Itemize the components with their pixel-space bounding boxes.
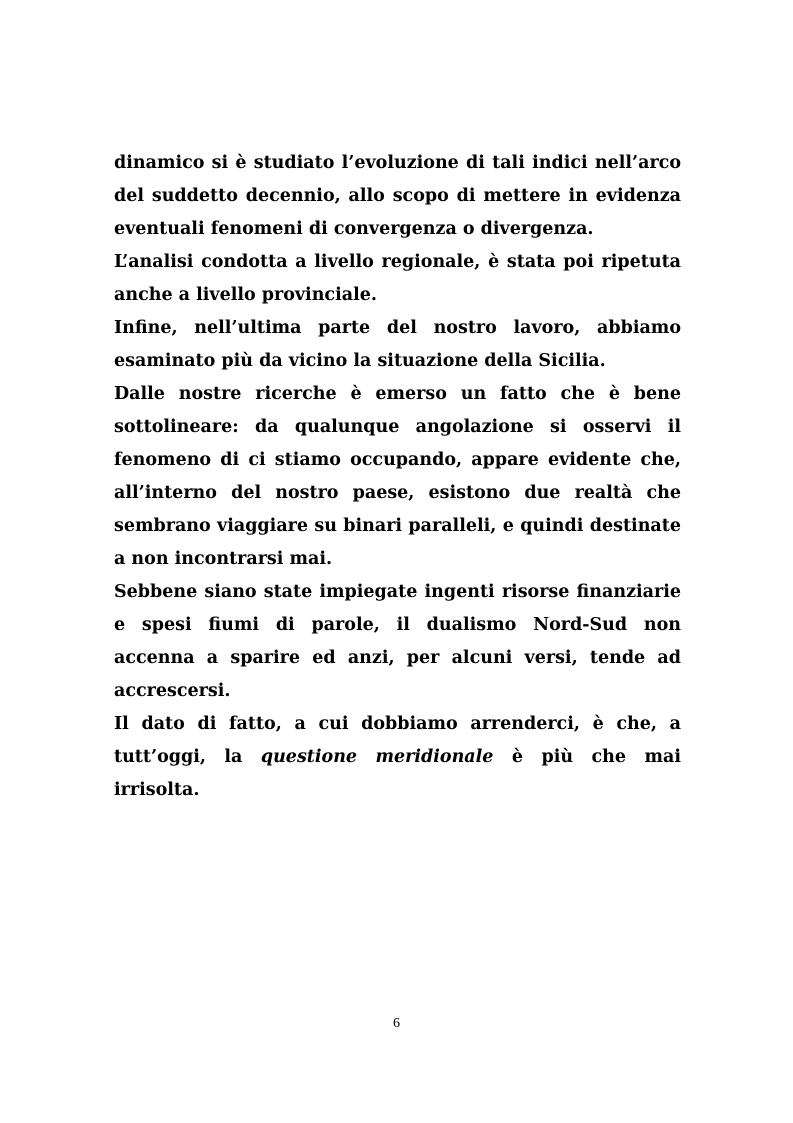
- paragraph-sicily: Infine, nell’ultima parte del nostro lavoro, abbiamo esaminato più da vicino la situazione della Sicilia.: [114, 318, 681, 371]
- paragraph-regional-analysis: L’analisi condotta a livello regionale, è stata poi ripetuta anche a livello provinciale.: [114, 252, 681, 305]
- paragraph-north-south-dualism: Sebbene siano state impiegate ingenti risorse finanziarie e spesi fiumi di parole, il dualismo Nord-Sud non accenna a sparire ed anzi, per alcuni versi, tende ad accrescersi.: [114, 582, 681, 701]
- paragraph-research-findings: Dalle nostre ricerche è emerso un fatto che è bene sottolineare: da qualunque angolazione si osservi il fenomeno di ci stiamo occupando, appare evidente che, all’interno del nostro paese, esistono due realtà che sembrano viaggiare su binari paralleli, e quindi destinate a non incontrarsi mai.: [114, 384, 681, 569]
- page-number: 6: [393, 1016, 400, 1031]
- conclusion-italic-term: questione meridionale: [260, 747, 494, 767]
- body-text: [114, 147, 681, 807]
- paragraph-dynamic-study: dinamico si è studiato l’evoluzione di tali indici nell’arco del suddetto decennio, allo scopo di mettere in evidenza eventuali fenomeni di convergenza o divergenza.: [114, 153, 681, 239]
- conclusion-text-after: è più che mai irrisolta.: [114, 747, 681, 800]
- paragraph-conclusion: [114, 708, 681, 807]
- conclusion-text-before: Il dato di fatto, a cui dobbiamo arrenderci, è che, a tutt’oggi, la: [114, 714, 681, 767]
